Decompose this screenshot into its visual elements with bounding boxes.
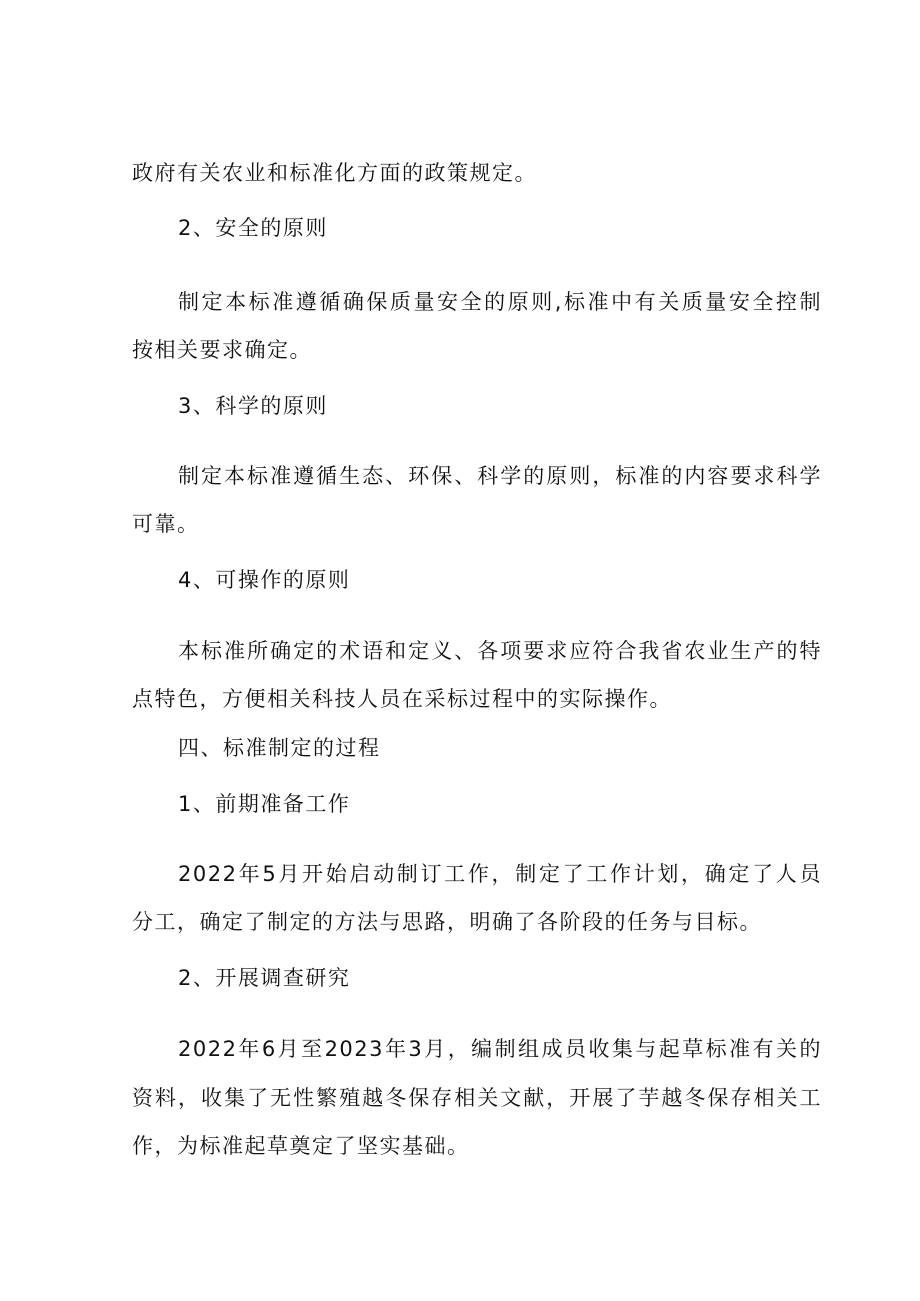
paragraph-line-18: 作，为标准起草奠定了坚实基础。 [132,1134,470,1158]
heading-research: 2、开展调查研究 [178,966,351,990]
paragraph-line-14: 分工，确定了制定的方法与思路，明确了各阶段的任务与目标。 [132,910,762,934]
paragraph-line-3: 制定本标准遵循确保质量安全的原则,标准中有关质量安全控制 [178,290,822,314]
paragraph-line-4: 按相关要求确定。 [132,338,312,362]
paragraph-line-10: 点特色，方便相关科技人员在采标过程中的实际操作。 [132,687,672,711]
heading-operability-principle: 4、可操作的原则 [178,568,351,592]
heading-science-principle: 3、科学的原则 [178,394,328,418]
section-heading-standard-process: 四、标准制定的过程 [178,736,381,760]
paragraph-line-13: 2022年5月开始启动制订工作，制定了工作计划，确定了人员 [178,862,822,886]
paragraph-line-16: 2022年6月至2023年3月，编制组成员收集与起草标准有关的 [178,1037,822,1061]
paragraph-line-9: 本标准所确定的术语和定义、各项要求应符合我省农业生产的特 [178,639,822,663]
paragraph-line-6: 制定本标准遵循生态、环保、科学的原则，标准的内容要求科学 [178,464,822,488]
heading-preparation-work: 1、前期准备工作 [178,792,351,816]
paragraph-line-1: 政府有关农业和标准化方面的政策规定。 [132,161,537,185]
paragraph-line-7: 可靠。 [132,512,200,536]
heading-safety-principle: 2、安全的原则 [178,216,328,240]
paragraph-line-17: 资料，收集了无性繁殖越冬保存相关文献，开展了芋越冬保存相关工 [132,1086,822,1110]
